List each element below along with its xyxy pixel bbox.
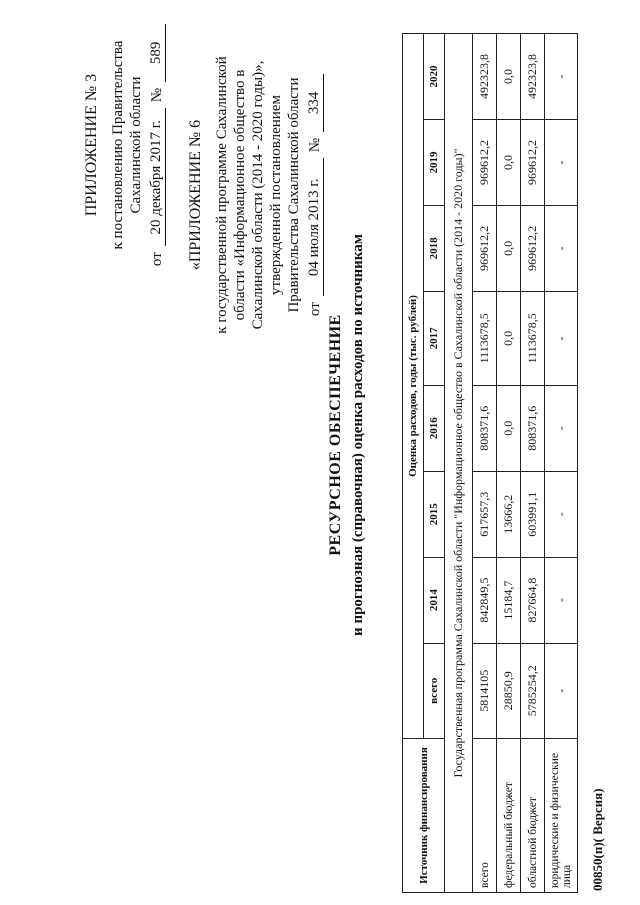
value-cell: 808371,6	[473, 385, 497, 471]
value-cell: -	[545, 291, 578, 385]
source-cell: юридические и физические лица	[545, 739, 578, 893]
appendix-6-date: 04 июля 2013 г.	[305, 158, 324, 296]
appendix-6-line-1: к государственной программе Сахалинской	[214, 56, 231, 334]
table-row	[497, 34, 521, 893]
appendix-6-block	[186, 5, 324, 385]
heading-subtitle: и прогнозная (справочная) оценка расходов по источникам	[350, 234, 367, 636]
appendix-6-line-2: области «Информационное общество в	[232, 69, 249, 321]
value-cell: 969612,2	[521, 205, 545, 291]
value-cell: 827664,8	[521, 557, 545, 643]
appendix-6-line-3: Сахалинской области (2014 - 2020 годы)»,	[250, 60, 267, 330]
value-cell: -	[545, 643, 578, 738]
value-cell: 0,0	[497, 34, 521, 120]
value-cell: 0,0	[497, 385, 521, 471]
source-cell: областной бюджет	[521, 739, 545, 893]
heading-title: РЕСУРСНОЕ ОБЕСПЕЧЕНИЕ	[327, 314, 344, 556]
appendix-3-number-label: №	[149, 87, 166, 103]
column-header: 2017	[424, 291, 445, 385]
value-cell: 969612,2	[473, 120, 497, 206]
value-cell: 492323,8	[521, 34, 545, 120]
value-cell: 0,0	[497, 291, 521, 385]
value-cell: 5814105	[473, 643, 497, 738]
column-header: всего	[424, 643, 445, 738]
table-row	[521, 34, 545, 893]
value-cell: 28850,9	[497, 643, 521, 738]
value-cell: 603991,1	[521, 471, 545, 557]
value-cell: 15184,7	[497, 557, 521, 643]
value-cell: -	[545, 120, 578, 206]
value-cell: 492323,8	[473, 34, 497, 120]
value-cell: 5785254,2	[521, 643, 545, 738]
value-cell: -	[545, 557, 578, 643]
appendix-3-line-2: Сахалинской области	[128, 76, 145, 214]
appendix-3-title: ПРИЛОЖЕНИЕ № 3	[83, 73, 100, 217]
value-cell: 617657,3	[473, 471, 497, 557]
appendix-3-date: 20 декабря 2017 г.	[147, 108, 166, 246]
value-cell: -	[545, 34, 578, 120]
table-header-row	[403, 34, 424, 893]
table-row	[473, 34, 497, 893]
appendix-3-block	[82, 0, 166, 305]
appendix-6-number: 334	[305, 74, 324, 132]
appendix-6-line-4: утвержденной постановлением	[268, 95, 285, 295]
column-header: 2015	[424, 471, 445, 557]
program-title-cell: Государственная программа Сахалинской области "Информационное общество в Сахалинской области (2014 - 2020 годы)"	[445, 34, 473, 893]
document-heading	[326, 135, 367, 735]
value-cell: 969612,2	[521, 120, 545, 206]
column-header: 2014	[424, 557, 445, 643]
value-cell: 842849,5	[473, 557, 497, 643]
appendix-3-date-row	[147, 0, 166, 305]
document-footer-code: 00850(п)( Версия)	[590, 788, 605, 891]
appendix-6-date-row	[305, 5, 324, 385]
value-cell: 1113678,5	[473, 291, 497, 385]
appendix-3-number: 589	[147, 24, 166, 82]
column-header: 2020	[424, 34, 445, 120]
column-header: 2019	[424, 120, 445, 206]
value-cell: -	[545, 385, 578, 471]
resource-table	[402, 33, 578, 893]
value-cell: 969612,2	[473, 205, 497, 291]
column-header: 2016	[424, 385, 445, 471]
appendix-6-title: «ПРИЛОЖЕНИЕ № 6	[187, 119, 204, 271]
source-cell: всего	[473, 739, 497, 893]
value-cell: 0,0	[497, 205, 521, 291]
program-row	[445, 34, 473, 893]
column-header: 2018	[424, 205, 445, 291]
appendix-6-from-label: от	[307, 302, 324, 317]
source-cell: федеральный бюджет	[497, 739, 521, 893]
value-cell: 1113678,5	[521, 291, 545, 385]
value-cell: 0,0	[497, 120, 521, 206]
value-cell: -	[545, 471, 578, 557]
value-cell: 808371,6	[521, 385, 545, 471]
source-header: Источник финансирования	[403, 739, 445, 893]
appendix-6-line-5: Правительства Сахалинской области	[286, 77, 303, 313]
appendix-3-from-label: от	[149, 252, 166, 267]
estimate-header: Оценка расходов, годы (тыс. рублей)	[403, 34, 424, 739]
appendix-3-line-1: к постановлению Правительства	[110, 40, 127, 250]
value-cell: -	[545, 205, 578, 291]
appendix-6-number-label: №	[307, 137, 324, 153]
table-row	[545, 34, 578, 893]
value-cell: 13666,2	[497, 471, 521, 557]
